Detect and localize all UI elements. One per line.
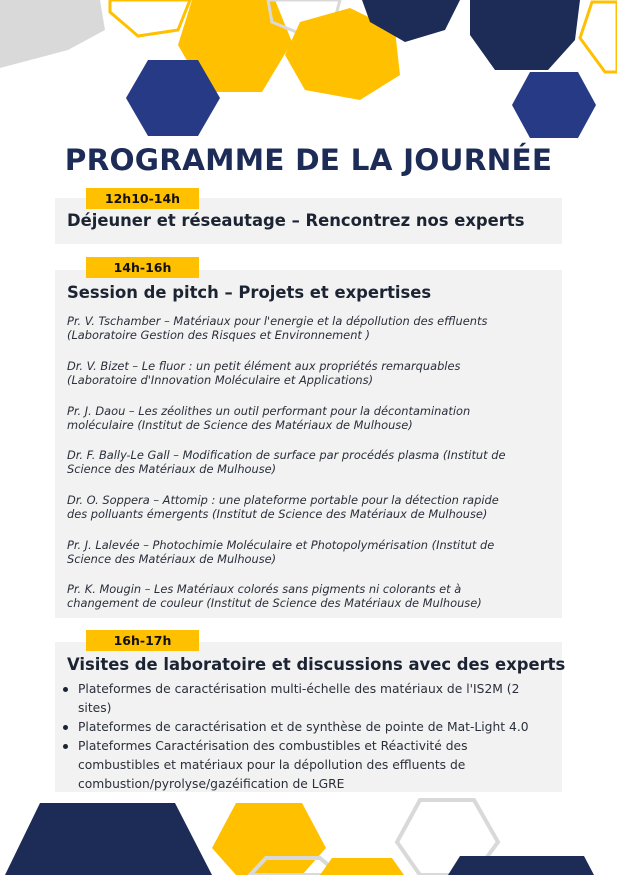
hexagon-yellow-top-2 <box>285 8 400 100</box>
talk-line: des polluants émergents (Institut de Science des Matériaux de Mulhouse) <box>67 507 488 521</box>
talk-line: Pr. J. Lalevée – Photochimie Moléculaire et Photopolymérisation (Institut de <box>67 538 495 552</box>
talk-line: Science des Matériaux de Mulhouse) <box>67 552 277 566</box>
section-lunch-heading: Déjeuner et réseautage – Rencontrez nos experts <box>67 211 525 230</box>
section-visits-heading: Visites de laboratoire et discussions avec des experts <box>67 655 566 674</box>
talk-item <box>67 493 559 521</box>
hexagon-outline-yellow-top <box>110 0 190 36</box>
talk-item <box>67 359 559 387</box>
list-item <box>55 680 562 718</box>
talk-item <box>67 314 559 342</box>
list-item-line: combustibles et matériaux pour la dépollution des effluents de <box>78 758 466 772</box>
talk-item <box>67 448 559 476</box>
hexagon-outline-grey-bottom-small <box>250 858 340 875</box>
talk-item <box>67 404 559 432</box>
hexagon-yellow-bottom-small <box>320 858 404 875</box>
list-item-line: Plateformes de caractérisation multi-échelle des matériaux de l'IS2M (2 <box>78 682 520 696</box>
time-badge-pitch: 14h-16h <box>86 257 199 278</box>
talk-item <box>67 582 559 610</box>
hexagon-yellow-top-1 <box>178 0 292 92</box>
talk-line: Pr. J. Daou – Les zéolithes un outil performant pour la décontamination <box>67 404 471 418</box>
hexagon-outline-grey-bottom <box>397 800 498 875</box>
talk-line: Dr. O. Soppera – Attomip : une plateforme portable pour la détection rapide <box>67 493 499 507</box>
talk-line: Dr. V. Bizet – Le fluor : un petit élément aux propriétés remarquables <box>67 359 461 373</box>
hexagon-navy-bottom-left <box>5 803 212 875</box>
page-title: PROGRAMME DE LA JOURNÉE <box>64 143 553 177</box>
talk-line: (Laboratoire Gestion des Risques et Environnement ) <box>67 328 370 342</box>
talk-line: (Laboratoire d'Innovation Moléculaire et Applications) <box>67 373 374 387</box>
hexagon-navy-top-center <box>362 0 460 42</box>
list-item <box>55 737 562 794</box>
talk-line: Pr. V. Tschamber – Matériaux pour l'energie et la dépollution des effluents <box>67 314 488 328</box>
hexagon-navy-right-small <box>512 72 596 138</box>
talk-line: Pr. K. Mougin – Les Matériaux colorés sans pigments ni colorants et à <box>67 582 462 596</box>
list-item-line: sites) <box>78 701 112 715</box>
section-pitch-heading: Session de pitch – Projets et expertises <box>67 283 432 302</box>
hexagon-outline-grey-top <box>268 0 340 36</box>
hexagon-navy-top-left <box>126 60 220 136</box>
talk-line: Science des Matériaux de Mulhouse) <box>67 462 277 476</box>
list-item <box>55 718 562 737</box>
time-badge-lunch: 12h10-14h <box>86 188 199 209</box>
bullet-icon <box>63 687 68 692</box>
hexagon-navy-top-right <box>470 0 580 70</box>
list-item-line: Plateformes de caractérisation et de synthèse de pointe de Mat-Light 4.0 <box>78 720 529 734</box>
bullet-icon <box>63 744 68 749</box>
hexagon-grey-top-left <box>0 0 105 68</box>
talk-line: Dr. F. Bally-Le Gall – Modification de surface par procédés plasma (Institut de <box>67 448 506 462</box>
hexagon-yellow-bottom-center <box>212 803 326 875</box>
list-item-line: Plateformes Caractérisation des combustibles et Réactivité des <box>78 739 468 753</box>
talk-item <box>67 538 559 566</box>
time-badge-visits: 16h-17h <box>86 630 199 651</box>
talk-line: moléculaire (Institut de Science des Matériaux de Mulhouse) <box>67 418 413 432</box>
list-item-line: combustion/pyrolyse/gazéification de LGRE <box>78 777 345 791</box>
talk-line: changement de couleur (Institut de Science des Matériaux de Mulhouse) <box>67 596 482 610</box>
hexagon-outline-yellow-right <box>580 2 617 72</box>
bullet-icon <box>63 725 68 730</box>
hexagon-navy-bottom-right <box>448 856 594 875</box>
visits-bullet-list <box>55 680 562 794</box>
